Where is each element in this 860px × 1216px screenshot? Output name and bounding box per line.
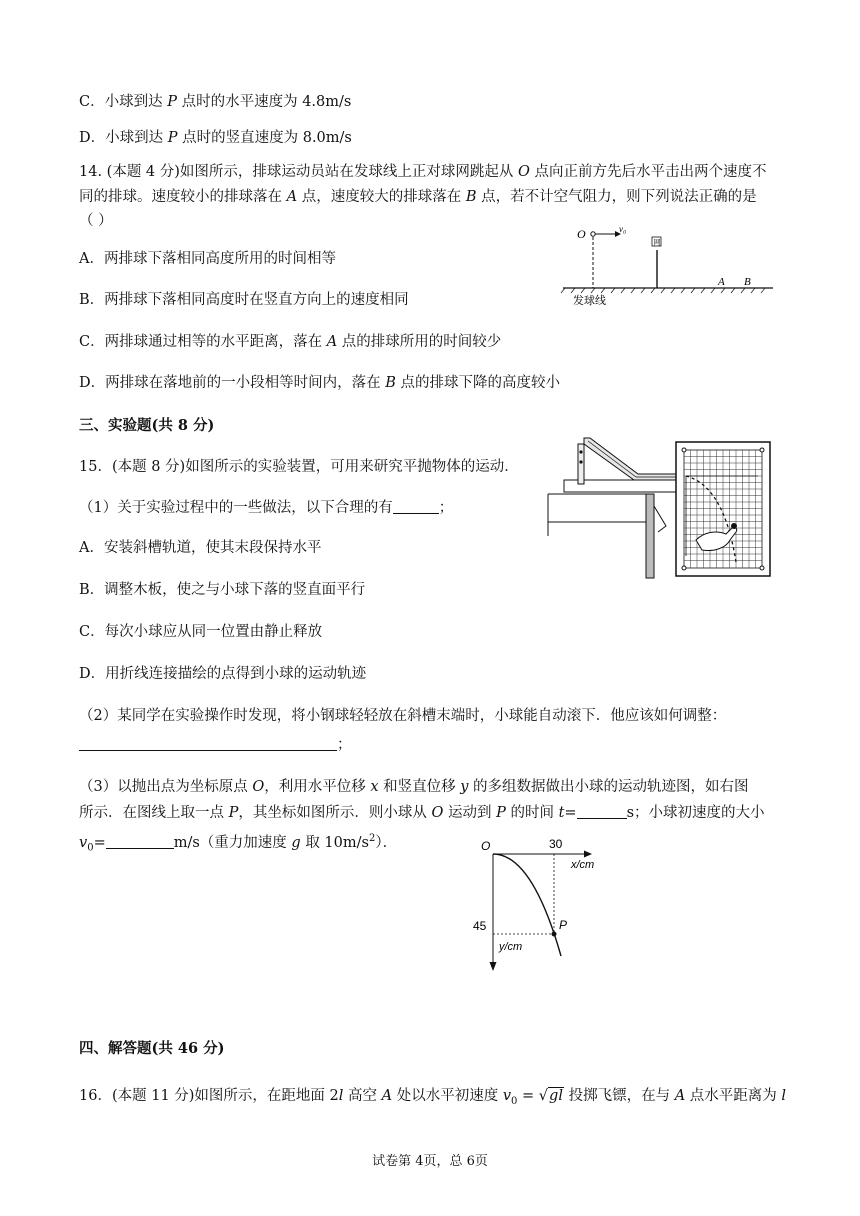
- var: x: [370, 779, 379, 795]
- trajectory-graph: [470, 832, 610, 974]
- var: O: [252, 779, 265, 795]
- sqrt-icon: √: [538, 1088, 549, 1104]
- text: 点向正前方先后水平击出两个速度不: [529, 164, 767, 180]
- var: A: [674, 1088, 686, 1104]
- var: P: [167, 94, 177, 110]
- text: 投掷飞镖，在与: [563, 1088, 675, 1104]
- text: ）．: [375, 834, 398, 851]
- text: 运动到: [443, 805, 497, 821]
- q15-option-a: A．安装斜槽轨道，使其末段保持水平: [79, 540, 322, 556]
- text: 取 10m/s: [300, 834, 369, 851]
- launch-point: [591, 232, 595, 236]
- text: 点的排球下降的高度较小: [395, 375, 560, 391]
- text: ，其坐标如图所示．则小球从: [238, 805, 432, 821]
- var: l: [781, 1088, 787, 1104]
- q15-option-b: B．调整木板，使之与小球下落的竖直面平行: [79, 582, 366, 598]
- var: v: [79, 834, 88, 851]
- text: s；小球初速度的大小: [626, 805, 765, 821]
- ball-icon: [731, 523, 737, 529]
- text: 和竖直位移: [378, 779, 461, 795]
- q15-part2: （2）某同学在实验操作时发现，将小钢球轻轻放在斜槽末端时，小球能自动滚下．他应该如何调整：: [79, 708, 727, 724]
- var: y: [460, 779, 469, 795]
- q14-option-d: [79, 373, 560, 393]
- text: 同的排球。速度较小的排球落在: [79, 189, 287, 205]
- text: 处以水平初速度: [392, 1088, 503, 1104]
- var: v: [502, 1088, 512, 1104]
- y-tick-45: 45: [473, 919, 487, 933]
- text: 14. (本题 4 分)如图所示，排球运动员站在发球线上正对球网跳起从: [79, 164, 519, 180]
- text: 点，速度较大的排球落在: [297, 189, 466, 205]
- q16-stem: [79, 1086, 786, 1112]
- x-axis-arrowhead: [584, 851, 592, 858]
- text: 16．(本题 11 分)如图所示，在距地面 2: [79, 1088, 339, 1104]
- section-3-heading: 三、实验题(共 8 分): [79, 417, 215, 434]
- var: l: [338, 1088, 344, 1104]
- x-axis-label: x/cm: [571, 859, 595, 871]
- var: O: [431, 805, 444, 821]
- var: A: [326, 334, 338, 350]
- var: B: [465, 189, 477, 205]
- text: 所示．在图线上取一点: [79, 805, 229, 821]
- table-clamp: [654, 506, 666, 532]
- text: 点的排球所用的时间较少: [337, 334, 502, 350]
- text: =: [517, 1088, 539, 1104]
- subscript: 0: [87, 842, 94, 854]
- text: 的时间: [505, 805, 559, 821]
- var: g: [291, 834, 301, 851]
- answer-blank: [79, 736, 337, 751]
- q14-answer-paren: （ ）: [79, 213, 113, 229]
- point-p-label: P: [559, 918, 568, 932]
- text: 点水平距离为: [685, 1088, 782, 1104]
- var: A: [286, 189, 298, 205]
- x-tick-30: 30: [549, 837, 563, 851]
- q15-part1: [79, 498, 453, 518]
- apparatus-figure: [546, 436, 776, 582]
- var: P: [228, 805, 239, 821]
- volleyball-figure: [555, 220, 785, 310]
- q14-stem-line2: [79, 187, 757, 207]
- var: t: [558, 805, 565, 821]
- text: ，利用水平位移: [264, 779, 371, 795]
- text: 高空: [343, 1088, 382, 1104]
- q14-stem-line1: [79, 162, 767, 182]
- var: P: [496, 805, 506, 821]
- text: C．两排球通过相等的水平距离，落在: [79, 334, 327, 350]
- ground-hatch: [561, 288, 765, 293]
- text: D．小球到达: [79, 130, 168, 146]
- y-axis-arrowhead: [490, 962, 497, 971]
- q15-part3-line2: [79, 803, 765, 823]
- q15-option-c: C．每次小球应从同一位置由静止释放: [79, 624, 323, 640]
- answer-blank: [393, 499, 439, 514]
- text: （3）以抛出点为坐标原点: [79, 779, 253, 795]
- q14-option-c: [79, 332, 501, 352]
- var: B: [385, 375, 396, 391]
- q15-part2-answer: [79, 735, 352, 755]
- serve-line-label: 发球线: [573, 294, 606, 307]
- text: ；: [337, 737, 352, 753]
- answer-blank: [577, 804, 627, 819]
- text: 点时的竖直速度为 8.0m/s: [177, 130, 352, 146]
- q15-part3-line1: [79, 777, 749, 797]
- origin-label: O: [481, 839, 491, 853]
- var: A: [381, 1088, 393, 1104]
- page-footer: 试卷第 4页，总 6页: [372, 1154, 488, 1169]
- subscript: 0: [511, 1095, 518, 1107]
- table-right-leg: [646, 494, 654, 578]
- answer-blank: [106, 834, 174, 849]
- q13-option-d: [79, 128, 352, 148]
- text: D．两排球在落地前的一小段相等时间内，落在: [79, 375, 386, 391]
- q14-option-b: B．两排球下落相同高度时在竖直方向上的速度相同: [79, 292, 409, 308]
- text: 点，若不计空气阻力，则下列说法正确的是: [476, 189, 757, 205]
- text: 点时的水平速度为 4.8m/s: [176, 94, 352, 110]
- y-axis-label: y/cm: [499, 941, 523, 953]
- label-b: B: [744, 276, 751, 288]
- text: （1）关于实验过程中的一些做法，以下合理的有: [79, 500, 393, 516]
- label-v0: v₀: [619, 224, 627, 234]
- text: 的多组数据做出小球的运动轨迹图，如右图: [468, 779, 749, 795]
- text: ；: [438, 500, 454, 516]
- radicand: gl: [549, 1088, 563, 1104]
- text: =: [93, 834, 106, 851]
- text: C．小球到达: [79, 94, 168, 110]
- text: =: [564, 805, 577, 821]
- q15-stem: 15．(本题 8 分)如图所示的实验装置，可用来研究平抛物体的运动．: [79, 459, 519, 475]
- var: O: [518, 164, 530, 180]
- label-a: A: [718, 276, 725, 288]
- q14-option-a: A．两排球下落相同高度所用的时间相等: [79, 251, 336, 267]
- var: P: [167, 130, 178, 146]
- section-4-heading: 四、解答题(共 46 分): [79, 1040, 225, 1057]
- superscript: 2: [368, 833, 376, 844]
- q13-option-c: [79, 92, 351, 112]
- net-label: 网: [653, 238, 661, 247]
- point-p: [552, 932, 557, 937]
- ramp-track: [584, 438, 684, 480]
- text: m/s（重力加速度: [173, 834, 292, 851]
- q15-part3-line3: [79, 829, 397, 859]
- label-o: O: [577, 227, 586, 241]
- ramp-stand: [578, 444, 584, 484]
- q15-option-d: D．用折线连接描绘的点得到小球的运动轨迹: [79, 666, 367, 682]
